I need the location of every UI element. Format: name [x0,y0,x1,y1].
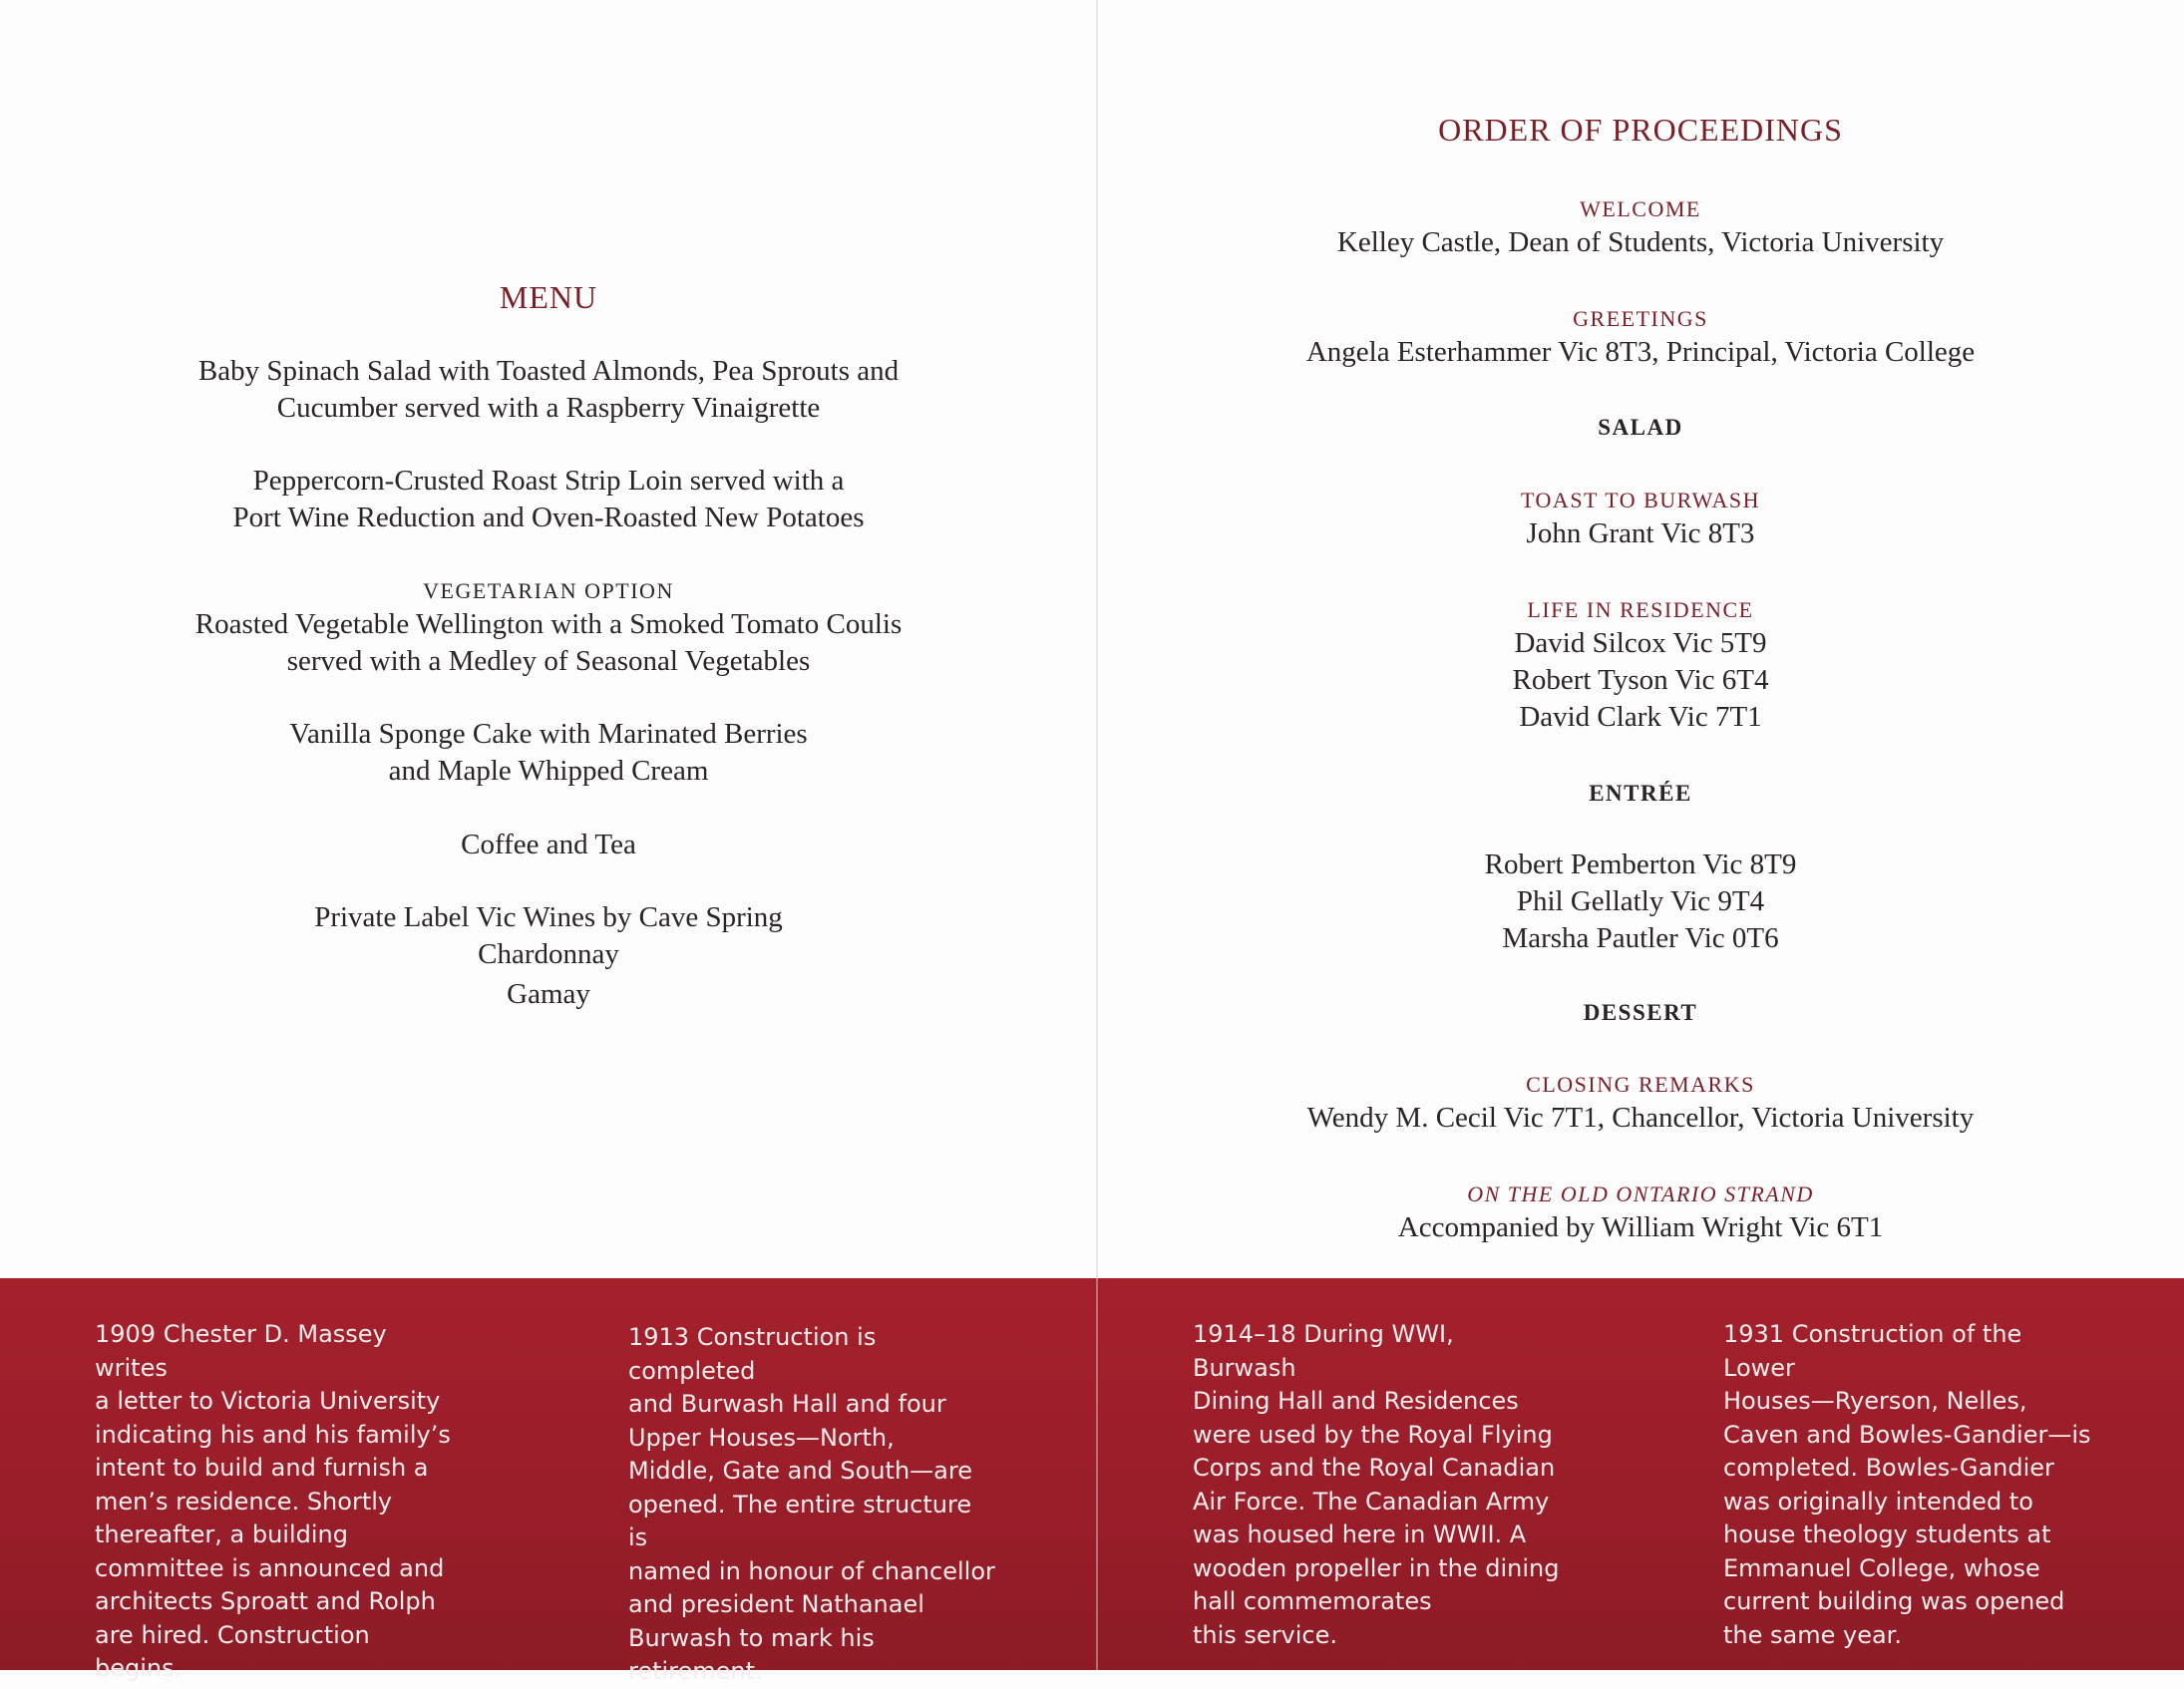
timeline-line: 1913 Construction is completed [628,1323,877,1385]
menu-line: Roasted Vegetable Wellington with a Smoked Tomato Coulis [194,608,903,640]
timeline-line: were used by the Royal Flying [1193,1420,1553,1449]
menu-course-coffee [0,827,1097,863]
timeline-line: men’s residence. Shortly [95,1487,393,1516]
item-heading: TOAST TO BURWASH [1521,488,1760,512]
vegetarian-option-heading: VEGETARIAN OPTION [423,578,674,603]
item-heading: ON THE OLD ONTARIO STRAND [1467,1182,1814,1206]
speaker: Robert Tyson Vic 6T4 [1512,664,1769,696]
timeline-line: Dining Hall and Residences [1193,1387,1519,1415]
speaker: Marsha Pautler Vic 0T6 [1502,922,1779,954]
proceedings-item-welcome [1097,194,2184,261]
timeline-line: completed. Bowles-Gandier [1723,1454,2054,1482]
timeline-entry-1914-18 [1193,1318,1562,1652]
item-heading: SALAD [1598,415,1683,440]
timeline-line: current building was opened [1723,1587,2065,1615]
timeline-line: Middle, Gate and South—are [628,1457,972,1485]
menu-course-vegetarian [0,576,1097,680]
proceedings-item-entree-speakers [1097,846,2184,957]
menu-line: Vanilla Sponge Cake with Marinated Berries [289,718,808,750]
timeline-line: Burwash to mark his [628,1623,875,1652]
timeline-line: committee is announced and [95,1553,445,1582]
menu-course-salad [0,353,1097,427]
proceedings-item-dessert [1097,998,2184,1028]
proceedings-item-closing-remarks [1097,1070,2184,1137]
menu-line: Private Label Vic Wines by Cave Spring [314,901,783,933]
timeline-line: Upper Houses—North, [628,1423,895,1452]
menu-panel [0,0,1097,1278]
speaker: David Clark Vic 7T1 [1519,701,1762,733]
proceedings-item-greetings [1097,304,2184,371]
menu-course-dessert [0,716,1097,790]
proceedings-item-life-in-residence [1097,595,2184,736]
menu-line: served with a Medley of Seasonal Vegetables [286,645,811,677]
timeline-line: 1914–18 During WWI, Burwash [1193,1320,1454,1382]
timeline-line: house theology students at [1723,1520,2051,1548]
speaker: Robert Pemberton Vic 8T9 [1484,848,1797,880]
timeline-line: hall commemorates [1193,1587,1432,1615]
timeline-line: 1931 Construction of the Lower [1723,1320,2022,1382]
proceedings-item-toast [1097,486,2184,552]
timeline-line: and president Nathanael [628,1590,924,1618]
timeline-line: Emmanuel College, whose [1723,1553,2040,1582]
timeline-line: this service. [1193,1620,1338,1649]
proceedings-item-strand [1097,1180,2184,1246]
item-heading: WELCOME [1580,196,1701,221]
menu-title: MENU [499,279,598,315]
timeline-line: retirement. [628,1657,763,1685]
timeline-line: was originally intended to [1723,1487,2033,1516]
timeline-line: Air Force. The Canadian Army [1193,1487,1550,1516]
item-heading: CLOSING REMARKS [1526,1072,1755,1097]
timeline-line: Corps and the Royal Canadian [1193,1454,1556,1482]
timeline-line: and Burwash Hall and four [628,1390,946,1418]
proceedings-title: ORDER OF PROCEEDINGS [1438,112,1843,148]
timeline-line: 1909 Chester D. Massey writes [95,1320,387,1382]
page-fold [1096,1278,1098,1670]
proceedings-item-entree [1097,779,2184,809]
menu-line: Coffee and Tea [461,829,636,860]
menu-line: Port Wine Reduction and Oven-Roasted New Potatoes [232,502,865,533]
timeline-entry-1931 [1723,1318,2092,1652]
timeline-line: intent to build and furnish a [95,1454,429,1482]
timeline-line: wooden propeller in the dining [1193,1553,1560,1582]
speaker: David Silcox Vic 5T9 [1514,627,1767,659]
timeline-line: opened. The entire structure is [628,1490,972,1551]
menu-line: Peppercorn-Crusted Roast Strip Loin served with a [252,465,845,497]
timeline-line: Houses—Ryerson, Nelles, [1723,1387,2027,1415]
proceedings-panel [1097,0,2184,1278]
item-heading: ENTRÉE [1589,781,1692,806]
timeline-line: architects Sproatt and Rolph [95,1587,436,1615]
timeline-line: thereafter, a building [95,1520,348,1548]
timeline-line: the same year. [1723,1620,1902,1649]
timeline-line: a letter to Victoria University [95,1387,441,1415]
speaker: John Grant Vic 8T3 [1526,517,1755,549]
speaker: Wendy M. Cecil Vic 7T1, Chancellor, Victoria University [1306,1102,1975,1134]
menu-line: Gamay [507,978,590,1010]
timeline-line: named in honour of chancellor [628,1556,995,1585]
timeline-line: was housed here in WWII. A [1193,1520,1527,1548]
speaker: Phil Gellatly Vic 9T4 [1516,885,1765,917]
speaker: Kelley Castle, Dean of Students, Victoria University [1336,226,1945,258]
timeline-line: are hired. Construction begins. [95,1620,370,1682]
item-heading: GREETINGS [1573,306,1708,331]
menu-line: Baby Spinach Salad with Toasted Almonds, Pea Sprouts and [197,355,900,387]
timeline-line: Caven and Bowles-Gandier—is [1723,1420,2091,1449]
proceedings-item-salad [1097,413,2184,443]
menu-course-main [0,463,1097,536]
menu-line: Cucumber served with a Raspberry Vinaigrette [276,392,821,424]
timeline-entry-1909 [95,1318,464,1686]
speaker: Angela Esterhammer Vic 8T3, Principal, Victoria College [1305,336,1976,368]
item-heading: LIFE IN RESIDENCE [1527,597,1754,622]
timeline-entry-1913 [628,1321,997,1689]
menu-line: and Maple Whipped Cream [388,755,709,787]
speaker: Accompanied by William Wright Vic 6T1 [1397,1211,1884,1243]
menu-line: Chardonnay [478,938,619,970]
timeline-band [0,1278,2184,1685]
timeline-line: indicating his and his family’s [95,1420,451,1449]
item-heading: DESSERT [1583,1000,1698,1025]
menu-course-wines [0,899,1097,1013]
